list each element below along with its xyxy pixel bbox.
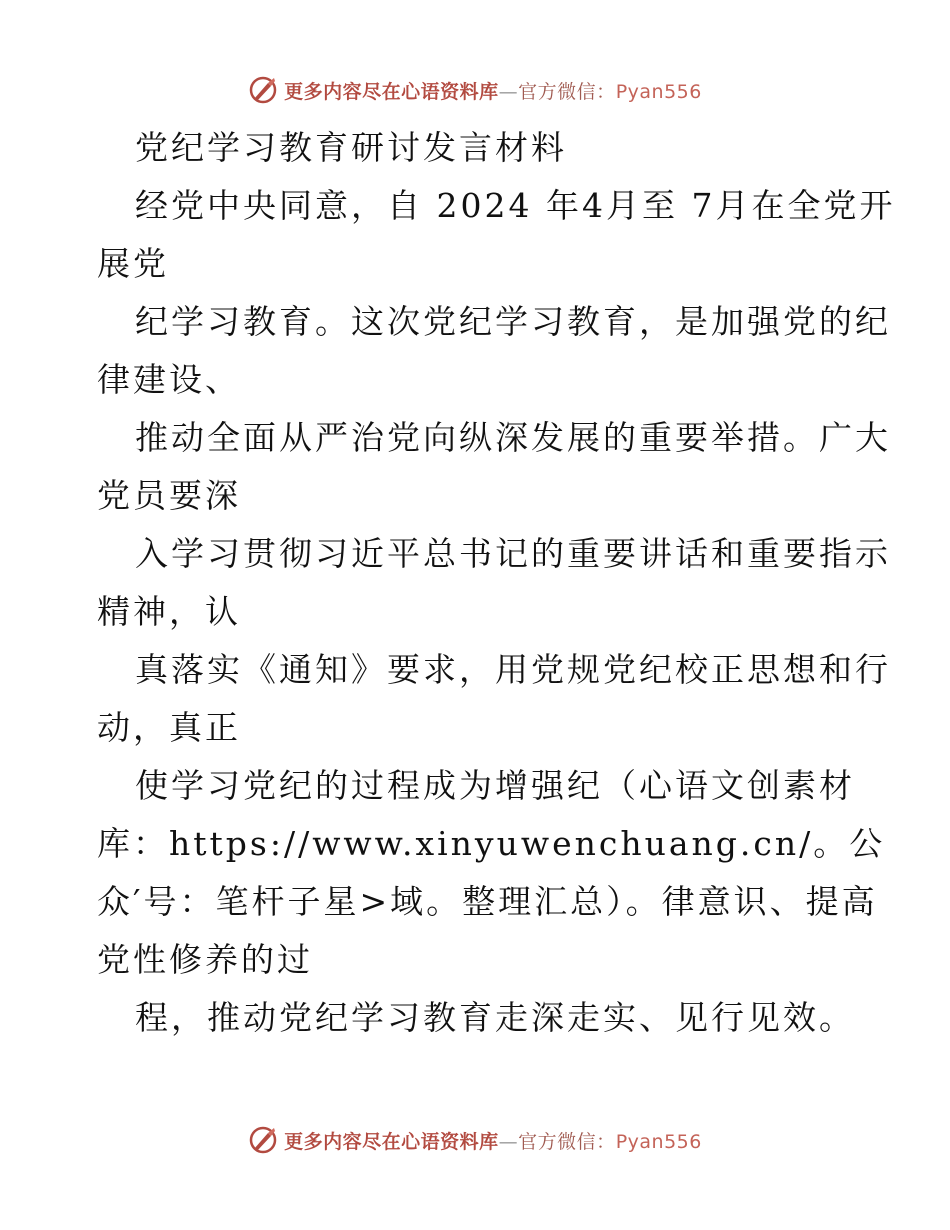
doc-line: 动，真正 [97, 708, 241, 747]
banner-wechat-id: Pyan556 [615, 1130, 702, 1153]
doc-line: 律建设、 [97, 360, 241, 399]
doc-line: 党员要深 [97, 476, 241, 515]
doc-line: 库：https://www.xinyuwenchuang.cn/。公 [97, 824, 886, 863]
banner-text [284, 1127, 702, 1154]
doc-line: 精神，认 [97, 592, 241, 631]
doc-line: 纪学习教育。这次党纪学习教育，是加强党的纪 [135, 302, 891, 341]
banner-separator: — [498, 1130, 519, 1153]
banner-wechat-label: 官方微信： [518, 1130, 616, 1153]
doc-line: 众′号：笔杆子星>域。整理汇总）。律意识、提高 [97, 882, 878, 921]
doc-line: 展党 [97, 244, 169, 283]
header-banner [0, 70, 950, 110]
doc-line: 推动全面从严治党向纵深发展的重要举措。广大 [135, 418, 891, 457]
quill-pen-logo-icon [248, 1125, 278, 1155]
banner-brand: 更多内容尽在心语资料库 [284, 80, 499, 103]
doc-title: 党纪学习教育研讨发言材料 [135, 128, 567, 167]
banner-text [284, 77, 702, 104]
doc-line: 程，推动党纪学习教育走深走实、见行见效。 [135, 998, 855, 1037]
doc-line: 入学习贯彻习近平总书记的重要讲话和重要指示 [135, 534, 891, 573]
doc-line: 经党中央同意，自 2024 年4月至 7月在全党开 [135, 186, 896, 225]
doc-line: 使学习党纪的过程成为增强纪（心语文创素材 [135, 766, 855, 805]
doc-line: 党性修养的过 [97, 940, 313, 979]
quill-pen-logo-icon [248, 75, 278, 105]
banner-separator: — [498, 80, 519, 103]
doc-line: 真落实《通知》要求，用党规党纪校正思想和行 [135, 650, 891, 689]
banner-brand: 更多内容尽在心语资料库 [284, 1130, 499, 1153]
banner-wechat-id: Pyan556 [615, 80, 702, 103]
footer-banner [0, 1120, 950, 1160]
banner-wechat-label: 官方微信： [518, 80, 616, 103]
